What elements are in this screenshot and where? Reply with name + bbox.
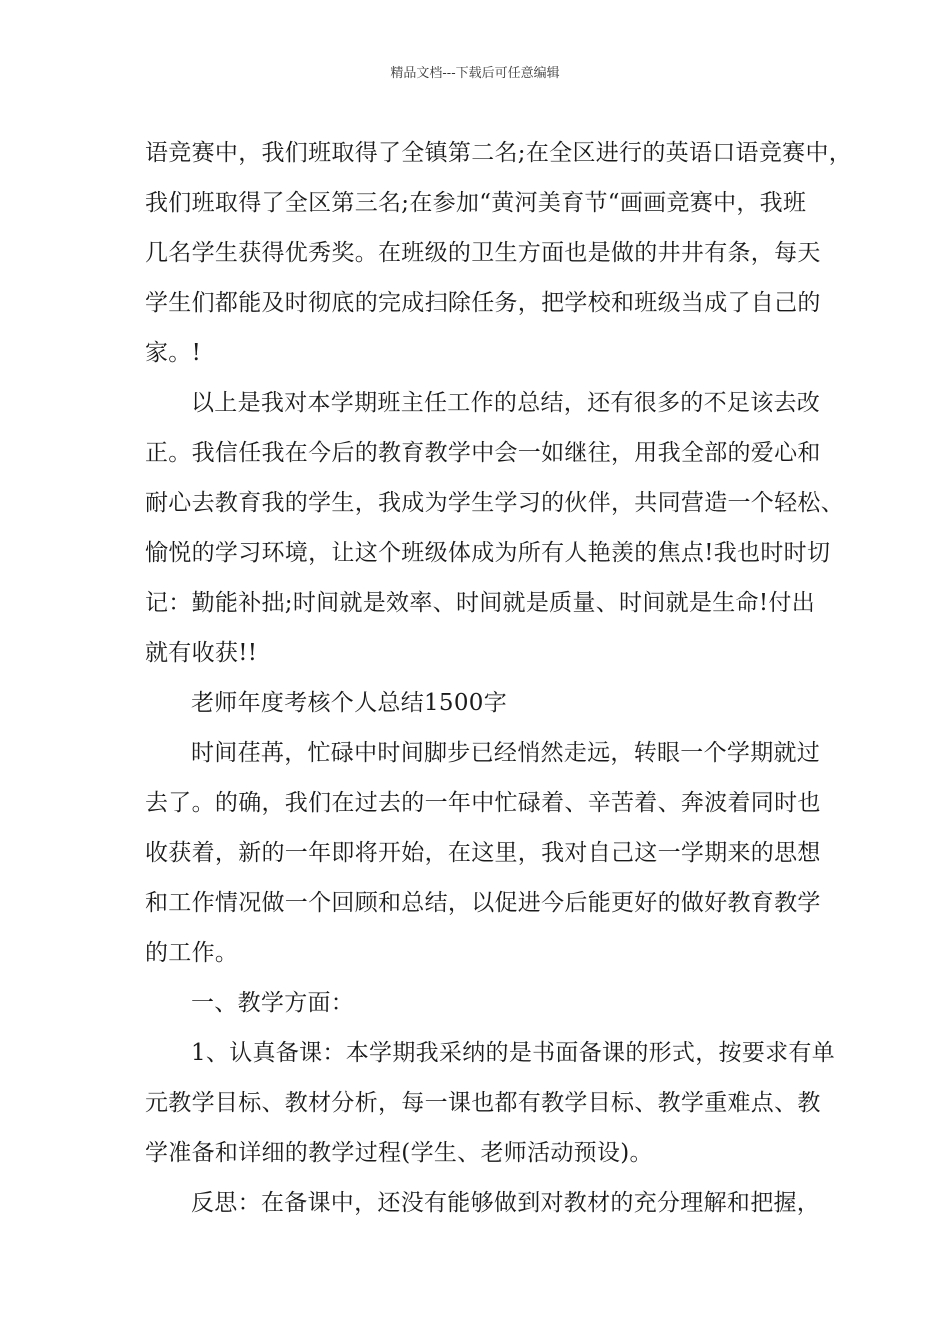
text-line: 学准备和详细的教学过程(学生、老师活动预设)。 [145,1140,653,1166]
text-line: 我们班取得了全区第三名;在参加“黄河美育节“画画竞赛中，我班 [145,190,807,216]
section-title: 老师年度考核个人总结1500字 [191,690,508,716]
text-line: 和工作情况做一个回顾和总结，以促进今后能更好的做好教育教学 [145,890,821,916]
paragraph-start-line: 1、认真备课：本学期我采纳的是书面备课的形式，按要求有单 [191,1040,836,1066]
text-line: 记：勤能补拙;时间就是效率、时间就是质量、时间就是生命!付出 [145,590,815,616]
document-body [145,128,853,1228]
page-header: 精品文档---下载后可任意编辑 [390,66,560,81]
text-line: 家。! [145,340,202,366]
text-line: 正。我信任我在今后的教育教学中会一如继往，用我全部的爱心和 [145,440,821,466]
text-line: 愉悦的学习环境，让这个班级体成为所有人艳羡的焦点!我也时时切 [145,540,831,566]
text-line: 的工作。 [145,940,239,966]
text-line: 去了。的确，我们在过去的一年中忙碌着、辛苦着、奔波着同时也 [145,790,821,816]
section-heading: 一、教学方面： [191,990,355,1016]
text-line: 收获着，新的一年即将开始，在这里，我对自己这一学期来的思想 [145,840,821,866]
text-line: 语竞赛中，我们班取得了全镇第二名;在全区进行的英语口语竞赛中， [145,140,853,166]
paragraph-start-line: 反思：在备课中，还没有能够做到对教材的充分理解和把握， [191,1190,821,1216]
text-line: 就有收获!! [145,640,258,666]
text-line: 学生们都能及时彻底的完成扫除任务，把学校和班级当成了自己的 [145,290,821,316]
text-line: 元教学目标、教材分析，每一课也都有教学目标、教学重难点、教 [145,1090,821,1116]
paragraph-start-line: 时间荏苒，忙碌中时间脚步已经悄然走远，转眼一个学期就过 [191,740,821,766]
text-line: 耐心去教育我的学生，我成为学生学习的伙伴，共同营造一个轻松、 [145,490,844,516]
paragraph-start-line: 以上是我对本学期班主任工作的总结，还有很多的不足该去改 [191,390,821,416]
text-line: 几名学生获得优秀奖。在班级的卫生方面也是做的井井有条，每天 [145,240,821,266]
